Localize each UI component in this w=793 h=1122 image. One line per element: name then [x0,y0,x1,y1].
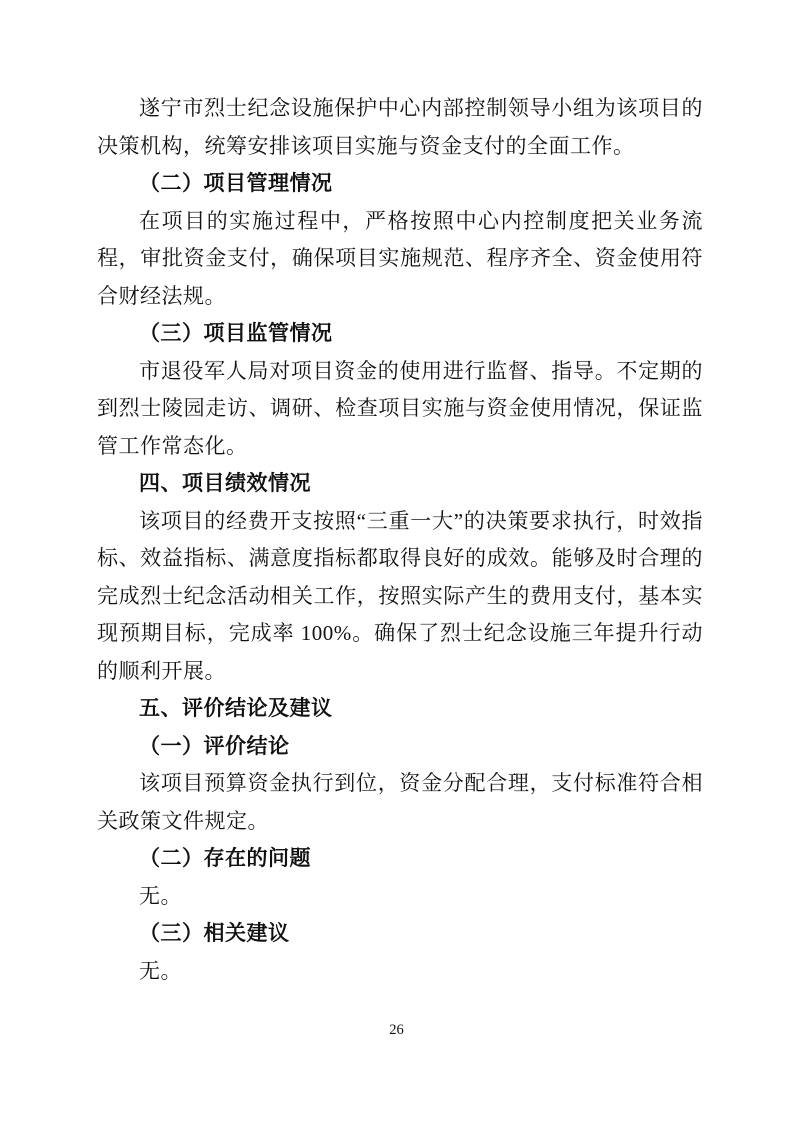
paragraph-decision-body: 遂宁市烈士纪念设施保护中心内部控制领导小组为该项目的决策机构，统筹安排该项目实施与资金支付的全面工作。 [97,96,703,158]
paragraph-conclusion-detail: 该项目预算资金执行到位，资金分配合理，支付标准符合相关政策文件规定。 [97,771,703,833]
paragraph-suggestions-none: 无。 [139,958,182,983]
heading-existing-problems: （二）存在的问题 [139,846,311,870]
page-footer [0,1021,793,1039]
heading-related-suggestions: （三）相关建议 [139,921,290,945]
heading-project-management: （二）项目管理情况 [139,171,333,195]
paragraph-management-detail: 在项目的实施过程中，严格按照中心内控制度把关业务流程，审批资金支付，确保项目实施规范、程序齐全、资金使用符合财经法规。 [97,208,703,308]
page-number: 26 [389,1022,404,1038]
heading-project-performance: 四、项目绩效情况 [139,472,311,495]
document-body [97,90,703,990]
paragraph-problems-none: 无。 [139,883,182,908]
paragraph-performance-detail: 该项目的经费开支按照“三重一大”的决策要求执行，时效指标、效益指标、满意度指标都取得良好的成效。能够及时合理的完成烈士纪念活动相关工作，按照实际产生的费用支付，基本实现预期目标，完成率 100%。确保了烈士纪念设施三年提升行动的顺利开展。 [97,508,703,683]
heading-project-supervision: （三）项目监管情况 [139,321,333,345]
heading-conclusion-and-advice: 五、评价结论及建议 [139,697,333,720]
heading-evaluation-conclusion: （一）评价结论 [139,733,290,758]
paragraph-supervision-detail: 市退役军人局对项目资金的使用进行监督、指导。不定期的到烈士陵园走访、调研、检查项目实施与资金使用情况，保证监管工作常态化。 [97,358,703,458]
